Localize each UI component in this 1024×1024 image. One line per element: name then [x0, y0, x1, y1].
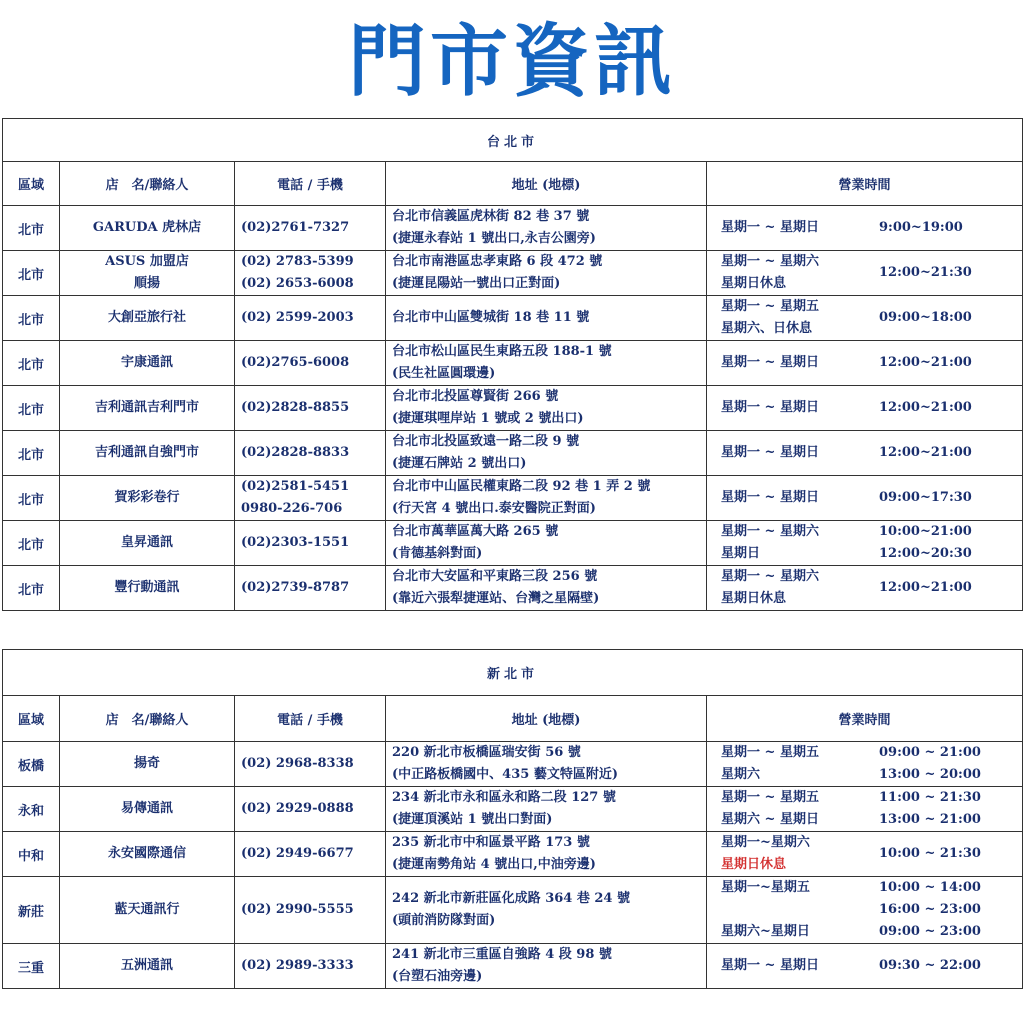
col-header-phone: 電話 / 手機 — [235, 162, 386, 206]
hours-grid — [713, 521, 1016, 565]
hours-time: 12:00~21:30 — [879, 265, 972, 280]
store-name — [60, 877, 235, 944]
address-line: (頭前消防隊對面) — [392, 913, 496, 928]
hours-time: 16:00 ~ 23:00 — [879, 902, 981, 917]
store-name-line: GARUDA 虎林店 — [92, 220, 202, 235]
address — [386, 251, 707, 296]
address — [386, 787, 707, 832]
hours-days: 星期一 ~ 星期五 — [721, 299, 819, 314]
phone — [235, 566, 386, 611]
hours-line — [713, 764, 1016, 786]
col-header-region: 區域 — [3, 162, 60, 206]
hours-days: 星期一 ~ 星期日 — [721, 355, 819, 370]
hours-days: 星期一 ~ 星期六 — [721, 524, 819, 539]
hours-days: 星期日休息 — [721, 276, 787, 291]
address — [386, 341, 707, 386]
address — [386, 877, 707, 944]
hours-time: 12:00~20:30 — [879, 546, 972, 561]
address-line: 台北市北投區尊賢街 266 號 — [392, 389, 559, 404]
col-header-address: 地址 (地標) — [386, 696, 707, 742]
hours-line — [713, 899, 1016, 921]
col-header-hours: 營業時間 — [707, 162, 1023, 206]
phone-line: (02) 2783-5399 — [241, 254, 354, 269]
newtaipei-store-table — [2, 649, 1023, 989]
hours-time: 9:00~19:00 — [879, 220, 963, 235]
hours-cell — [707, 521, 1023, 566]
store-name — [60, 742, 235, 787]
hours-cell — [707, 386, 1023, 431]
address — [386, 944, 707, 989]
phone — [235, 476, 386, 521]
store-row — [3, 566, 1023, 611]
hours-days: 星期一~星期五 — [721, 880, 810, 895]
phone-line: (02)2303-1551 — [241, 535, 350, 550]
hours-days: 星期日休息 — [721, 591, 787, 606]
hours-time-col — [879, 352, 1016, 374]
phone — [235, 944, 386, 989]
hours-line — [713, 742, 1016, 764]
phone-line: (02)2765-6008 — [241, 355, 350, 370]
phone-line: (02) 2968-8338 — [241, 756, 354, 771]
region-cell: 中和 — [3, 832, 60, 877]
address-line: (捷運石牌站 2 號出口) — [392, 456, 527, 471]
address-line: 台北市松山區民生東路五段 188-1 號 — [392, 344, 612, 359]
store-row — [3, 742, 1023, 787]
col-header-address: 地址 (地標) — [386, 162, 707, 206]
phone-line: (02) 2599-2003 — [241, 310, 354, 325]
phone — [235, 787, 386, 832]
address — [386, 521, 707, 566]
store-row — [3, 832, 1023, 877]
region-cell: 北市 — [3, 296, 60, 341]
address-line: 242 新北市新莊區化成路 364 巷 24 號 — [392, 891, 630, 906]
hours-line — [713, 921, 1016, 943]
store-row — [3, 341, 1023, 386]
address-line: 220 新北市板橋區瑞安街 56 號 — [392, 745, 581, 760]
hours-cell — [707, 206, 1023, 251]
store-name-line: 順揚 — [133, 276, 160, 291]
hours-grid — [713, 442, 1016, 464]
hours-time: 13:00 ~ 21:00 — [879, 812, 981, 827]
page-title: 門市資訊 — [347, 17, 676, 107]
hours-days-col — [713, 397, 879, 419]
store-name — [60, 787, 235, 832]
address-line: 台北市中山區民權東路二段 92 巷 1 弄 2 號 — [392, 479, 651, 494]
hours-grid — [713, 251, 1016, 295]
phone-line: (02) 2653-6008 — [241, 276, 354, 291]
hours-time: 10:00~21:00 — [879, 524, 972, 539]
store-name-line: 易傳通訊 — [120, 801, 173, 816]
store-name-line: 豐行動通訊 — [114, 580, 180, 595]
store-row — [3, 296, 1023, 341]
hours-time: 12:00~21:00 — [879, 355, 972, 370]
address — [386, 742, 707, 787]
hours-time: 11:00 ~ 21:30 — [879, 790, 981, 805]
store-name-line: ASUS 加盟店 — [105, 254, 189, 269]
hours-cell — [707, 341, 1023, 386]
hours-days: 星期一~星期六 — [721, 835, 810, 850]
phone — [235, 296, 386, 341]
store-name — [60, 386, 235, 431]
phone — [235, 386, 386, 431]
address-line: 241 新北市三重區自強路 4 段 98 號 — [392, 947, 612, 962]
hours-time-col — [879, 577, 1016, 599]
region-cell: 北市 — [3, 476, 60, 521]
hours-days: 星期一 ~ 星期五 — [721, 745, 819, 760]
hours-grid — [713, 832, 1016, 876]
phone-line: 0980-226-706 — [241, 501, 343, 516]
address-line: (靠近六張犁捷運站、台灣之星隔壁) — [392, 591, 600, 606]
region-cell: 北市 — [3, 431, 60, 476]
address-line: 台北市北投區致遠一路二段 9 號 — [392, 434, 580, 449]
store-name-line: 揚奇 — [133, 756, 160, 771]
address-line: 234 新北市永和區永和路二段 127 號 — [392, 790, 616, 805]
store-row — [3, 386, 1023, 431]
hours-days: 星期日 — [721, 546, 761, 561]
store-name — [60, 521, 235, 566]
region-cell: 三重 — [3, 944, 60, 989]
address-line: 台北市信義區虎林街 82 巷 37 號 — [392, 209, 590, 224]
store-row — [3, 476, 1023, 521]
store-name-line: 藍天通訊行 — [114, 902, 180, 917]
hours-time: 12:00~21:00 — [879, 400, 972, 415]
address — [386, 832, 707, 877]
address-line: (捷運永春站 1 號出口,永吉公園旁) — [392, 231, 596, 246]
hours-grid — [713, 352, 1016, 374]
phone — [235, 206, 386, 251]
hours-cell — [707, 787, 1023, 832]
hours-days-col — [713, 487, 879, 509]
store-row — [3, 877, 1023, 944]
hours-time: 10:00 ~ 21:30 — [879, 846, 981, 861]
hours-days: 星期一 ~ 星期日 — [721, 220, 819, 235]
hours-days-col — [713, 442, 879, 464]
store-name-line: 大創亞旅行社 — [107, 310, 186, 325]
hours-time-col — [879, 521, 1016, 565]
phone-line: (02) 2949-6677 — [241, 846, 354, 861]
hours-grid — [713, 487, 1016, 509]
store-name — [60, 251, 235, 296]
address-line: 台北市大安區和平東路三段 256 號 — [392, 569, 598, 584]
address-line: (捷運琪哩岸站 1 號或 2 號出口) — [392, 411, 584, 426]
region-cell: 北市 — [3, 386, 60, 431]
address — [386, 476, 707, 521]
hours-days: 星期一 ~ 星期日 — [721, 958, 819, 973]
hours-cell — [707, 476, 1023, 521]
hours-days: 星期一 ~ 星期日 — [721, 400, 819, 415]
hours-line — [713, 809, 1016, 831]
hours-days: 星期六、日休息 — [721, 321, 813, 336]
store-name — [60, 944, 235, 989]
hours-time-col — [879, 442, 1016, 464]
region-cell: 北市 — [3, 206, 60, 251]
hours-time: 10:00 ~ 14:00 — [879, 880, 981, 895]
phone-line: (02) 2929-0888 — [241, 801, 354, 816]
col-header-region: 區域 — [3, 696, 60, 742]
hours-time: 13:00 ~ 20:00 — [879, 767, 981, 782]
phone — [235, 341, 386, 386]
city-header-newtaipei: 新北市 — [3, 650, 1023, 696]
address-line: (捷運昆陽站一號出口正對面) — [392, 276, 561, 291]
phone — [235, 251, 386, 296]
hours-time: 12:00~21:00 — [879, 445, 972, 460]
city-header-taipei: 台北市 — [3, 119, 1023, 162]
hours-time: 09:00~17:30 — [879, 490, 972, 505]
store-name-line: 賀彩彩卷行 — [114, 490, 180, 505]
store-name — [60, 206, 235, 251]
address-line: (捷運南勢角站 4 號出口,中油旁邊) — [392, 857, 596, 872]
hours-time-col — [879, 262, 1016, 284]
store-name — [60, 832, 235, 877]
store-row — [3, 787, 1023, 832]
hours-grid — [713, 217, 1016, 239]
hours-time: 12:00~21:00 — [879, 580, 972, 595]
hours-cell — [707, 742, 1023, 787]
phone — [235, 742, 386, 787]
address-line: (肯德基斜對面) — [392, 546, 483, 561]
hours-time: 09:00 ~ 21:00 — [879, 745, 981, 760]
hours-cell — [707, 431, 1023, 476]
store-row — [3, 206, 1023, 251]
hours-line — [713, 955, 1016, 977]
phone-line: (02)2581-5451 — [241, 479, 350, 494]
col-header-name: 店 名/聯絡人 — [60, 696, 235, 742]
phone-line: (02) 2989-3333 — [241, 958, 354, 973]
col-header-phone: 電話 / 手機 — [235, 696, 386, 742]
hours-days: 星期一 ~ 星期六 — [721, 569, 819, 584]
store-row — [3, 944, 1023, 989]
region-cell: 北市 — [3, 521, 60, 566]
hours-days: 星期一 ~ 星期日 — [721, 445, 819, 460]
hours-cell — [707, 944, 1023, 989]
hours-days: 星期六 ~ 星期日 — [721, 812, 819, 827]
hours-cell — [707, 251, 1023, 296]
address-line: 235 新北市中和區景平路 173 號 — [392, 835, 590, 850]
hours-cell — [707, 296, 1023, 341]
store-name-line: 吉利通訊吉利門市 — [94, 400, 199, 415]
hours-days: 星期一 ~ 星期六 — [721, 254, 819, 269]
hours-days-col — [713, 521, 879, 565]
hours-days-col — [713, 832, 879, 876]
hours-time: 09:30 ~ 22:00 — [879, 958, 981, 973]
hours-days: 星期六~星期日 — [721, 924, 810, 939]
hours-days-col — [713, 296, 879, 340]
phone-line: (02)2828-8855 — [241, 400, 350, 415]
hours-time-col — [879, 487, 1016, 509]
phone — [235, 521, 386, 566]
store-name-line: 皇昇通訊 — [120, 535, 173, 550]
phone-line: (02) 2990-5555 — [241, 902, 354, 917]
store-row — [3, 251, 1023, 296]
hours-days: 星期一 ~ 星期五 — [721, 790, 819, 805]
store-name-line: 永安國際通信 — [107, 846, 186, 861]
store-name — [60, 476, 235, 521]
hours-time: 09:00~18:00 — [879, 310, 972, 325]
phone — [235, 431, 386, 476]
hours-grid — [713, 397, 1016, 419]
phone-line: (02)2761-7327 — [241, 220, 350, 235]
phone — [235, 877, 386, 944]
taipei-store-table — [2, 118, 1023, 611]
address — [386, 566, 707, 611]
col-header-name: 店 名/聯絡人 — [60, 162, 235, 206]
address-line: 台北市中山區雙城街 18 巷 11 號 — [392, 310, 590, 325]
phone-line: (02)2739-8787 — [241, 580, 350, 595]
hours-time-col — [879, 397, 1016, 419]
hours-days: 星期六 — [721, 767, 761, 782]
address-line: (中正路板橋國中、435 藝文特區附近) — [392, 767, 618, 782]
hours-line — [713, 877, 1016, 899]
col-header-hours: 營業時間 — [707, 696, 1023, 742]
address — [386, 206, 707, 251]
hours-grid — [713, 296, 1016, 340]
closed-day-note: 星期日休息 — [721, 857, 787, 872]
address — [386, 386, 707, 431]
address-line: 台北市萬華區萬大路 265 號 — [392, 524, 559, 539]
hours-grid — [713, 566, 1016, 610]
region-cell: 新莊 — [3, 877, 60, 944]
hours-time: 09:00 ~ 23:00 — [879, 924, 981, 939]
region-cell: 北市 — [3, 566, 60, 611]
store-name-line: 吉利通訊自強門市 — [94, 445, 199, 460]
store-row — [3, 521, 1023, 566]
hours-days-col — [713, 566, 879, 610]
store-name — [60, 431, 235, 476]
phone — [235, 832, 386, 877]
address-line: 台北市南港區忠孝東路 6 段 472 號 — [392, 254, 603, 269]
hours-days-col — [713, 251, 879, 295]
address-line: (捷運頂溪站 1 號出口對面) — [392, 812, 553, 827]
hours-days-col — [713, 352, 879, 374]
hours-time-col — [879, 843, 1016, 865]
address — [386, 431, 707, 476]
store-name — [60, 296, 235, 341]
phone-line: (02)2828-8833 — [241, 445, 350, 460]
hours-cell — [707, 832, 1023, 877]
address — [386, 296, 707, 341]
hours-line — [713, 787, 1016, 809]
store-name — [60, 341, 235, 386]
region-cell: 北市 — [3, 251, 60, 296]
region-cell: 板橋 — [3, 742, 60, 787]
store-name-line: 宇康通訊 — [120, 355, 173, 370]
hours-cell — [707, 877, 1023, 944]
store-row — [3, 431, 1023, 476]
address-line: (行天宮 4 號出口.泰安醫院正對面) — [392, 501, 596, 516]
hours-time-col — [879, 307, 1016, 329]
region-cell: 北市 — [3, 341, 60, 386]
store-name — [60, 566, 235, 611]
address-line: (台塑石油旁邊) — [392, 969, 483, 984]
region-cell: 永和 — [3, 787, 60, 832]
store-name-line: 五洲通訊 — [120, 958, 173, 973]
hours-time-col — [879, 217, 1016, 239]
hours-days: 星期一 ~ 星期日 — [721, 490, 819, 505]
hours-days-col — [713, 217, 879, 239]
address-line: (民生社區圓環邊) — [392, 366, 496, 381]
hours-cell — [707, 566, 1023, 611]
